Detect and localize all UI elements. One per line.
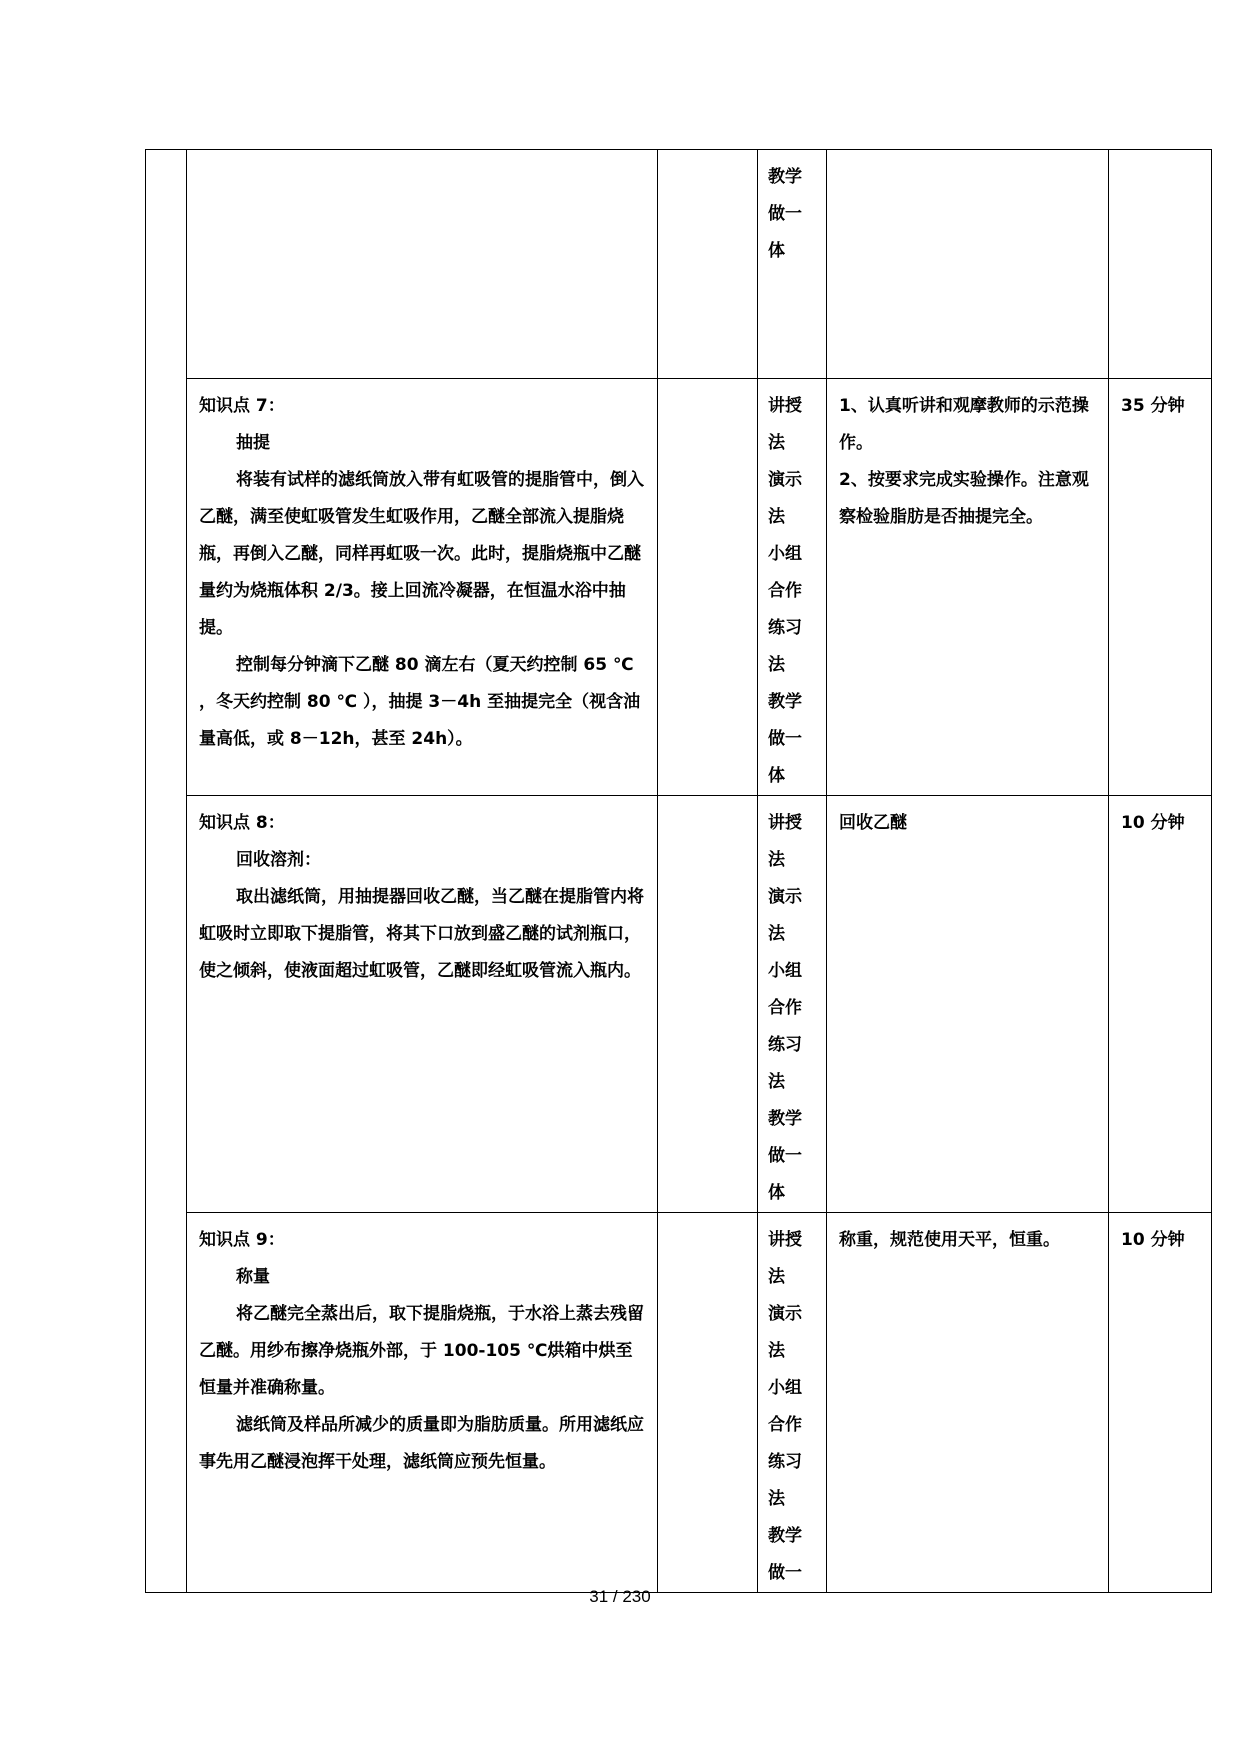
method-line: 小组 bbox=[768, 544, 802, 564]
content-paragraph: 知识点 8： bbox=[199, 813, 285, 833]
method-line: 体 bbox=[768, 241, 785, 261]
activity-item: 称重，规范使用天平，恒重。 bbox=[839, 1230, 1060, 1250]
method-line: 教学 bbox=[768, 692, 802, 712]
method-cell bbox=[758, 796, 827, 1213]
table-row bbox=[146, 150, 1212, 379]
page-number: 31 / 230 bbox=[589, 1587, 651, 1606]
content-paragraph: 知识点 7： bbox=[199, 396, 285, 416]
time-cell bbox=[1109, 150, 1212, 379]
time-label: 10 分钟 bbox=[1121, 1230, 1185, 1250]
table-row bbox=[146, 379, 1212, 796]
time-label bbox=[1109, 150, 1211, 159]
method-line: 体 bbox=[768, 1183, 785, 1203]
method-line: 法 bbox=[768, 507, 785, 527]
method-line: 法 bbox=[768, 655, 785, 675]
blank-cell bbox=[658, 379, 758, 796]
method-line: 合作 bbox=[768, 998, 802, 1018]
activity-cell bbox=[827, 1213, 1109, 1593]
content-cell bbox=[187, 150, 658, 379]
section-cell bbox=[146, 150, 187, 1593]
lesson-plan-table bbox=[145, 149, 1212, 1593]
method-line: 做一 bbox=[768, 729, 802, 749]
activity-cell bbox=[827, 379, 1109, 796]
table-row bbox=[146, 796, 1212, 1213]
time-cell bbox=[1109, 796, 1212, 1213]
time-cell bbox=[1109, 379, 1212, 796]
content-paragraph: 将装有试样的滤纸筒放入带有虹吸管的提脂管中，倒入乙醚，满至使虹吸管发生虹吸作用，乙醚全部流入提脂烧瓶，再倒入乙醚，同样再虹吸一次。此时，提脂烧瓶中乙醚量约为烧瓶体积 2/3。接上回流冷凝器，在恒温水浴中抽提。 bbox=[199, 470, 644, 638]
method-line: 练习 bbox=[768, 1035, 802, 1055]
blank-cell bbox=[658, 150, 758, 379]
method-line: 练习 bbox=[768, 618, 802, 638]
content-cell bbox=[187, 1213, 658, 1593]
content-paragraph: 知识点 9： bbox=[199, 1230, 285, 1250]
method-line: 演示 bbox=[768, 470, 802, 490]
method-line: 做一 bbox=[768, 1146, 802, 1166]
method-line: 演示 bbox=[768, 1304, 802, 1324]
table-row bbox=[146, 1213, 1212, 1593]
content-paragraph: 控制每分钟滴下乙醚 80 滴左右（夏天约控制 65 ℃ ，冬天约控制 80 ℃ ），抽提 3－4h 至抽提完全（视含油量高低，或 8－12h，甚至 24h）。 bbox=[199, 655, 641, 749]
method-line: 法 bbox=[768, 433, 785, 453]
method-line: 合作 bbox=[768, 1415, 802, 1435]
content-paragraph: 称量 bbox=[236, 1267, 270, 1287]
method-line: 小组 bbox=[768, 1378, 802, 1398]
time-label: 10 分钟 bbox=[1121, 813, 1185, 833]
method-line: 讲授 bbox=[768, 396, 802, 416]
activity-item: 回收乙醚 bbox=[839, 813, 907, 833]
content-paragraph: 取出滤纸筒，用抽提器回收乙醚，当乙醚在提脂管内将虹吸时立即取下提脂管，将其下口放到盛乙醚的试剂瓶口，使之倾斜，使液面超过虹吸管，乙醚即经虹吸管流入瓶内。 bbox=[199, 887, 644, 981]
activity-cell bbox=[827, 150, 1109, 379]
time-cell bbox=[1109, 1213, 1212, 1593]
content-paragraph: 滤纸筒及样品所减少的质量即为脂肪质量。所用滤纸应事先用乙醚浸泡挥干处理，滤纸筒应预先恒量。 bbox=[199, 1415, 644, 1472]
method-line: 教学 bbox=[768, 1109, 802, 1129]
time-label: 35 分钟 bbox=[1121, 396, 1185, 416]
content-paragraph: 将乙醚完全蒸出后，取下提脂烧瓶，于水浴上蒸去残留乙醚。用纱布擦净烧瓶外部，于 100-105 ℃烘箱中烘至恒量并准确称量。 bbox=[199, 1304, 644, 1398]
method-cell bbox=[758, 1213, 827, 1593]
activity-item: 1、认真听讲和观摩教师的示范操作。 bbox=[839, 396, 1089, 453]
method-line: 讲授 bbox=[768, 1230, 802, 1250]
activity-item: 2、按要求完成实验操作。注意观察检验脂肪是否抽提完全。 bbox=[839, 470, 1089, 527]
method-line: 法 bbox=[768, 1489, 785, 1509]
method-line: 法 bbox=[768, 850, 785, 870]
method-line: 演示 bbox=[768, 887, 802, 907]
blank-cell bbox=[658, 796, 758, 1213]
method-line: 教学 bbox=[768, 167, 802, 187]
method-line: 练习 bbox=[768, 1452, 802, 1472]
method-line: 讲授 bbox=[768, 813, 802, 833]
method-line: 做一 bbox=[768, 204, 802, 224]
method-line: 法 bbox=[768, 1341, 785, 1361]
method-line: 教学 bbox=[768, 1526, 802, 1546]
method-line: 小组 bbox=[768, 961, 802, 981]
content-paragraph: 回收溶剂： bbox=[236, 850, 321, 870]
content-paragraph: 抽提 bbox=[236, 433, 270, 453]
method-line: 法 bbox=[768, 1267, 785, 1287]
method-cell bbox=[758, 379, 827, 796]
method-line: 法 bbox=[768, 924, 785, 944]
method-cell bbox=[758, 150, 827, 379]
method-line: 法 bbox=[768, 1072, 785, 1092]
method-line: 做一 bbox=[768, 1563, 802, 1583]
blank-cell bbox=[658, 1213, 758, 1593]
content-cell bbox=[187, 796, 658, 1213]
activity-cell bbox=[827, 796, 1109, 1213]
content-cell bbox=[187, 379, 658, 796]
method-line: 体 bbox=[768, 766, 785, 786]
method-line: 合作 bbox=[768, 581, 802, 601]
